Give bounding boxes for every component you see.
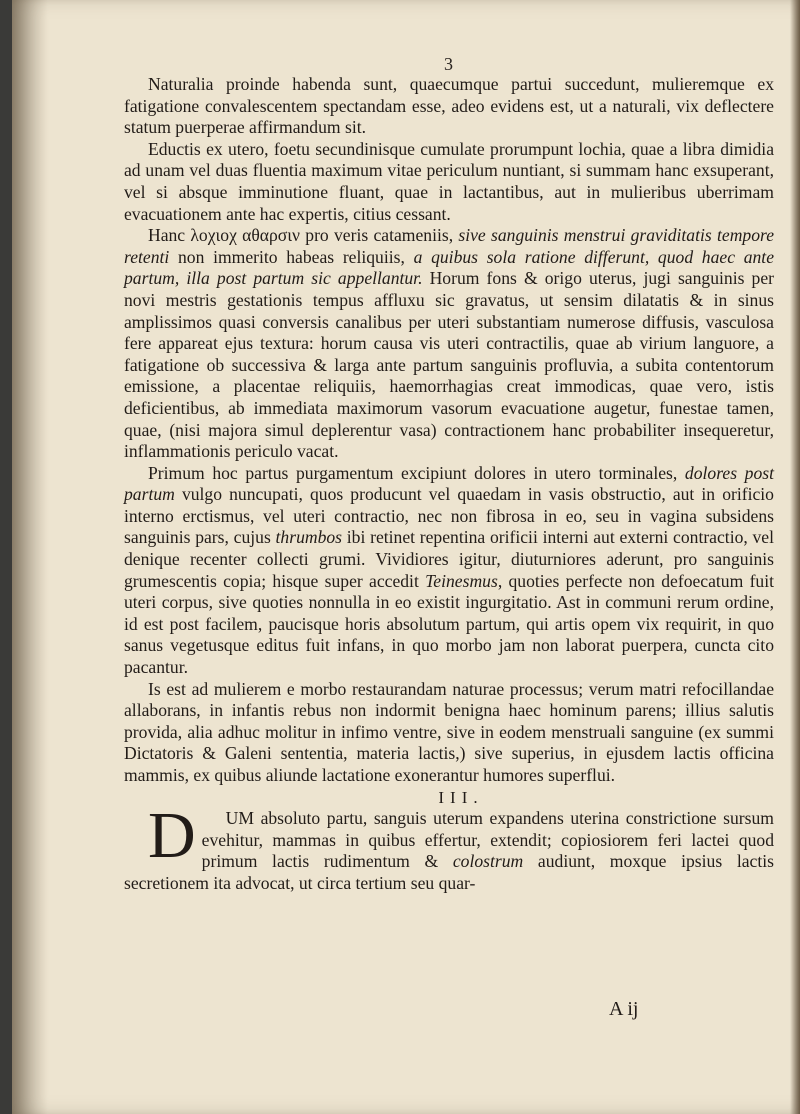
italic-phrase: a quibus sola ratione differunt, quod haec ante partum, illa post partum sic appellantur. — [124, 246, 775, 289]
paragraph-4-mid2: ibi retinet repentina orificii interni aut externi contractio, vel denique recenter collecti grumi. Vividiores igitur, diuturniores aderunt, pro sanguinis grumescentis copia; hisque super accedit — [124, 527, 775, 591]
page-number: 3 — [444, 54, 453, 74]
page-body — [124, 74, 774, 895]
paragraph-1: Naturalia proinde habenda sunt, quaecumque partui succedunt, mulieremque ex fatigatione convalescentem spectandam esse, adeo evidens est, ut a naturali, vix deflectere statum puerperae affirmandum sit. — [124, 74, 774, 138]
paragraph-4-post: , quoties perfecte non defoecatum fuit uteri corpus, sive quoties nonnulla in eo existit ingurgitatio. Ast in communi rerum ordine, id est post facilem, paucisque horis absolutum partum, qui artis opem vix requirit, in quo sanus vegetusque editus fuit infans, in quo morbo jam non laborat puerpera, cuncta cito pacantur. — [124, 570, 775, 678]
greek-term: λοχιοχ αθαρσιν — [190, 225, 300, 246]
italic-phrase: dolores post partum — [124, 462, 775, 505]
section-post: audiunt, moxque ipsius lactis secretionem ita advocat, ut circa tertium seu quar- — [124, 851, 774, 893]
italic-phrase: Teinesmus — [425, 570, 498, 591]
page-gutter-shadow — [12, 0, 48, 1114]
page-edge-shadow — [790, 0, 800, 1114]
paragraph-5: Is est ad mulierem e morbo restaurandam naturae processus; verum matri refocillandae allaborans, in infantis rebus non indormit benigna haec hominum parens; illius salutis provida, alia adhuc molitur in infimo ventre, sive in eodem menstruali sanguine (ex summi Dictatoris & Galeni sententia, materia lactis,) sive superius, in ejusdem lactis officina mammis, ex quibus aliunde lactatione exonerantur humores superflui. — [124, 678, 774, 785]
paragraph-3-mid2: non immerito habeas reliquiis, — [177, 246, 405, 267]
section-lead: UM absoluto partu, sanguis uterum expandens uterina constrictione sursum evehitur, mammas in quibus effertur, extendit; copiosiorem feri lactei quod primum lactis rudimentum & — [201, 808, 774, 872]
section-paragraph — [124, 799, 774, 894]
paragraph-2: Eductis ex utero, foetu secundinisque cumulate prorumpunt lochia, quae a libra dimidia ad unam vel duas fluentia maximum vitae periculum nuntiant, si summam hanc exsuperant, vel si absque imminutione fluant, quae in lactantibus, aut in mulieribus uberrimam evacuationem ante hac expertis, citius cessant. — [124, 138, 774, 224]
drop-cap: D — [148, 799, 196, 873]
paragraph-4 — [124, 463, 774, 679]
paragraph-4-mid: vulgo nuncupati, quos producunt vel quaedam in vasis obstructio, aut in orificio interno erctismus, vel uteri contractio, nec non fibrosa in eo, seu in vagina subsidens sanguinis pars, cujus — [124, 484, 774, 548]
paragraph-3 — [124, 225, 774, 463]
signature-mark: A ij — [609, 998, 639, 1020]
paragraph-3-pre: Hanc — [148, 225, 186, 246]
italic-phrase: sive sanguinis menstrui graviditatis tempore retenti — [124, 225, 775, 267]
book-page — [12, 0, 800, 1114]
section-numeral: III. — [438, 787, 484, 807]
paragraph-3-post: Horum fons & origo uterus, jugi sanguinis per novi mestris gestationis tempus affluxu sic gravatus, ut sensim dilatatis & in sinus amplissimos quasi conversis canalibus per uteri substantiam numerose diffusis, vasculosa fere appareat ejus textura: horum causa vis uteri contractilis, quae ab virium languore, a fatigatione ob successiva & larga ante partum sanguinis profluvia, a subita contentorum emissione, a placentae reliquiis, haemorrhagias creat immodicas, quae vero, istis deficientibus, ab immediata maximorum vasorum evacuatione augetur, funestae tamen, quae, (nisi majora simul deplerentur vasa) contractionem hanc probabiliter insequeretur, inflammationis periculo vacat. — [124, 268, 774, 462]
paragraph-4-pre: Primum hoc partus purgamentum excipiunt dolores in utero torminales, — [148, 462, 678, 483]
italic-phrase: thrumbos — [275, 527, 343, 548]
paragraph-3-mid: pro veris catameniis, — [305, 225, 454, 246]
italic-phrase: colostrum — [452, 851, 524, 872]
